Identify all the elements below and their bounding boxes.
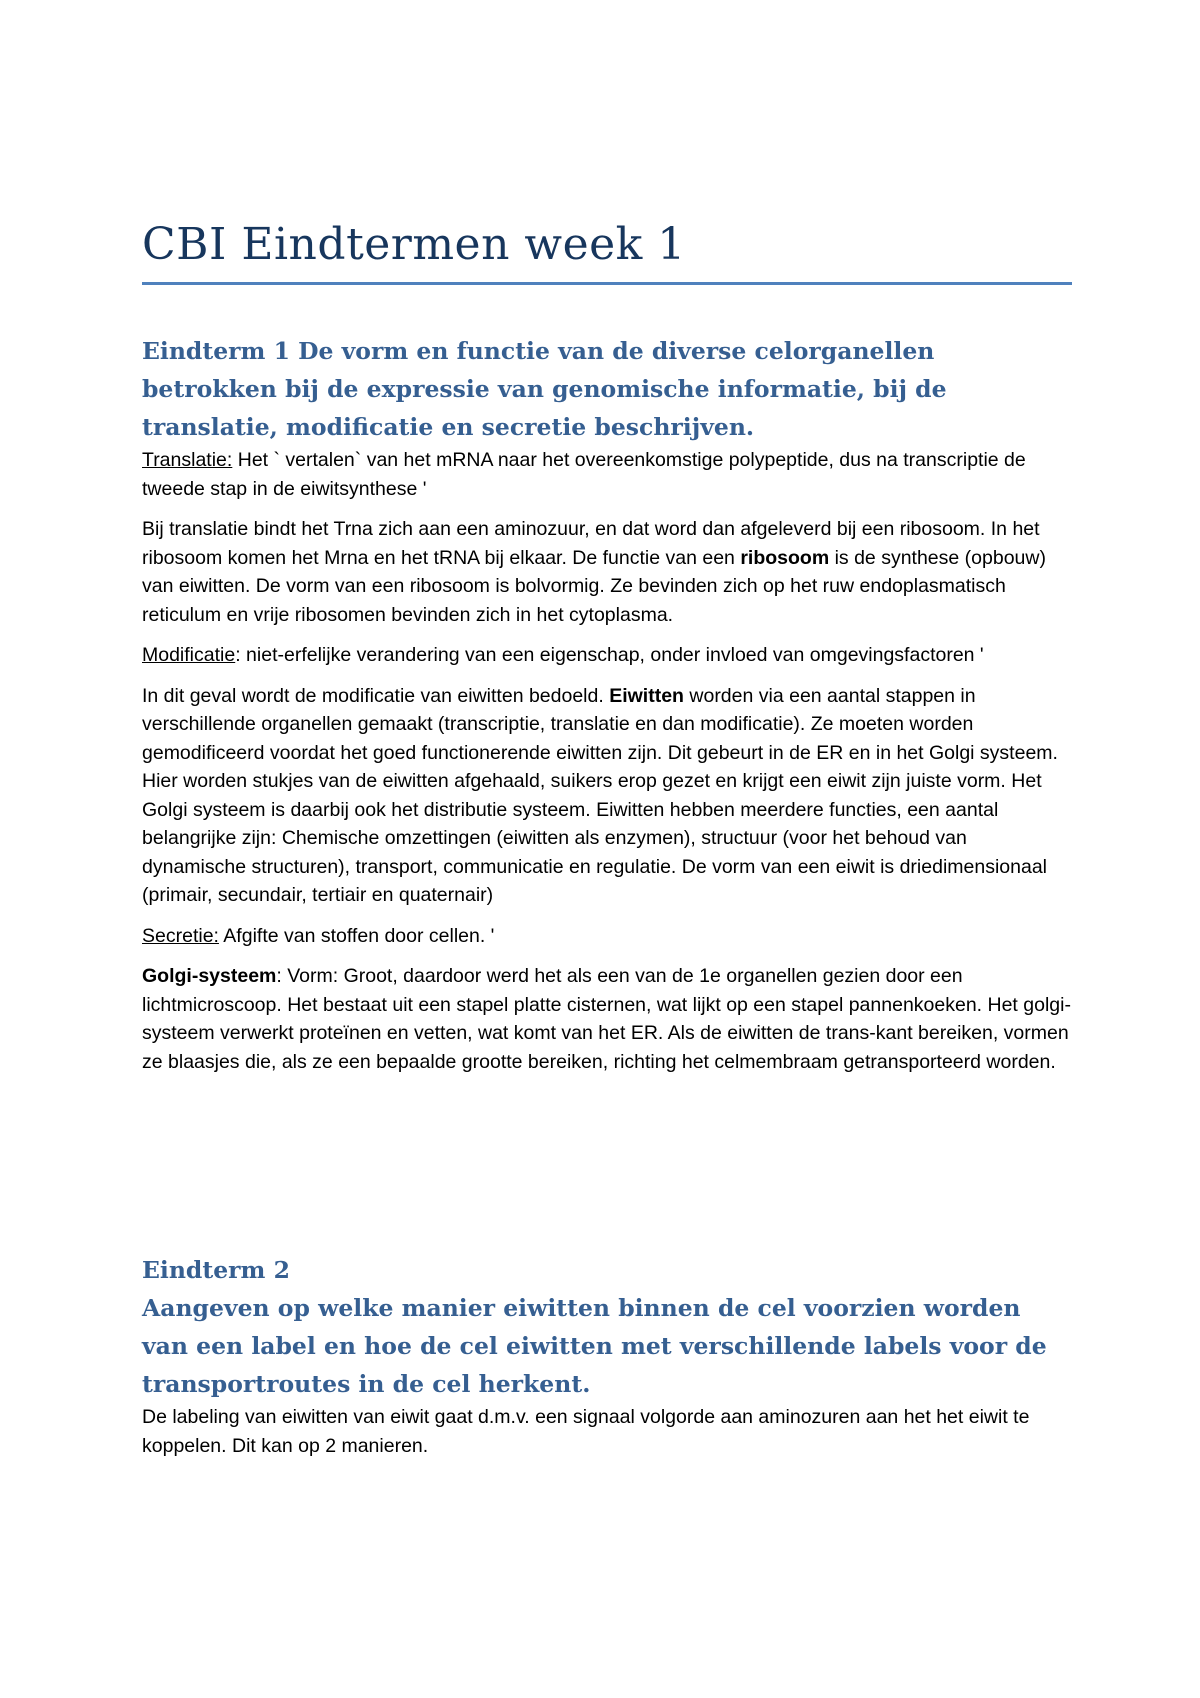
ribosoom-paragraph-text: Bij translatie bindt het Trna zich aan een aminozuur, en dat word dan afgeleverd bij een ribosoom. In het ribosoom komen het Mrna en het tRNA bij elkaar. De functie van een	[142, 518, 1040, 569]
document-title: CBI Eindtermen week 1	[142, 219, 686, 270]
ribosoom-paragraph	[142, 515, 1072, 629]
golgi-paragraph-text: : Vorm: Groot, daardoor werd het als een van de 1e organellen gezien door een lichtmicroscoop. Het bestaat uit een stapel platte cisternen, wat lijkt op een stapel pannenkoeken. Het golgi-systeem verwerkt proteïnen en vetten, wat komt van het ER. Als de eiwitten de trans-kant bereiken, vormen ze blaasjes die, als ze een bepaalde grootte bereiken, richting het celmembraam getransporteerd worden.	[142, 965, 1071, 1073]
modificatie-text: : niet-erfelijke verandering van een eigenschap, onder invloed van omgevingsfactoren '	[235, 644, 984, 666]
eiwitten-paragraph	[142, 682, 1072, 910]
modificatie-term: Modificatie	[142, 644, 236, 666]
eiwitten-term: Eiwitten	[609, 684, 684, 707]
section-eindterm-1	[142, 332, 1072, 1076]
translatie-term: Translatie:	[142, 449, 233, 471]
section-eindterm-2	[142, 1251, 1072, 1460]
secretie-text: Afgifte van stoffen door cellen. '	[218, 924, 495, 947]
ribosoom-term: ribosoom	[740, 546, 830, 569]
secretie-term: Secretie:	[142, 924, 219, 947]
eiwitten-paragraph-text-2: worden via een aantal stappen in verschillende organellen gemaakt (transcriptie, translatie en dan modificatie). Ze moeten worden gemodificeerd voordat het goed functionerende eiwitten zijn. Dit gebeurt in de ER en in het Golgi systeem. Hier worden stukjes van de eiwitten afgehaald, suikers erop gezet en krijgt een eiwit zijn juiste vorm. Het Golgi systeem is daarbij ook het distributie systeem. Eiwitten hebben meerdere functies, een aantal belangrijke zijn: Chemische omzettingen (eiwitten als enzymen), structuur (voor het behoud van dynamische structuren), transport, communicatie en regulatie. De vorm van een eiwit is driedimensionaal (primair, secundair, tertiair en quaternair)	[142, 684, 1058, 906]
eiwitten-paragraph-text: In dit geval wordt de modificatie van eiwitten bedoeld.	[142, 684, 610, 707]
golgi-term: Golgi-systeem	[142, 965, 277, 987]
ribosoom-paragraph-text-2: is de synthese (opbouw) van eiwitten. De vorm van een ribosoom is bolvormig. Ze bevinden zich op het ruw endoplasmatisch reticulum en vrije ribosomen bevinden zich in het cytoplasma.	[142, 546, 1046, 626]
golgi-paragraph	[142, 962, 1072, 1076]
eindterm-2-heading-label: Eindterm 2	[142, 1256, 290, 1284]
title-underline	[142, 282, 1072, 285]
labeling-paragraph: De labeling van eiwitten van eiwit gaat d.m.v. een signaal volgorde aan aminozuren aan het het eiwit te koppelen. Dit kan op 2 manieren.	[142, 1406, 1030, 1457]
eindterm-1-heading: Eindterm 1 De vorm en functie van de diverse celorganellen betrokken bij de expressie van genomische informatie, bij de translatie, modificatie en secretie beschrijven.	[142, 337, 947, 441]
translatie-definition	[142, 446, 1072, 503]
modificatie-definition	[142, 641, 1072, 670]
translatie-text: Het ` vertalen` van het mRNA naar het overeenkomstige polypeptide, dus na transcriptie de tweede stap in de eiwitsynthese '	[142, 449, 1026, 500]
secretie-definition	[142, 922, 1072, 951]
eindterm-2-heading: Aangeven op welke manier eiwitten binnen de cel voorzien worden van een label en hoe de cel eiwitten met verschillende labels voor de transportroutes in de cel herkent.	[142, 1294, 1047, 1398]
